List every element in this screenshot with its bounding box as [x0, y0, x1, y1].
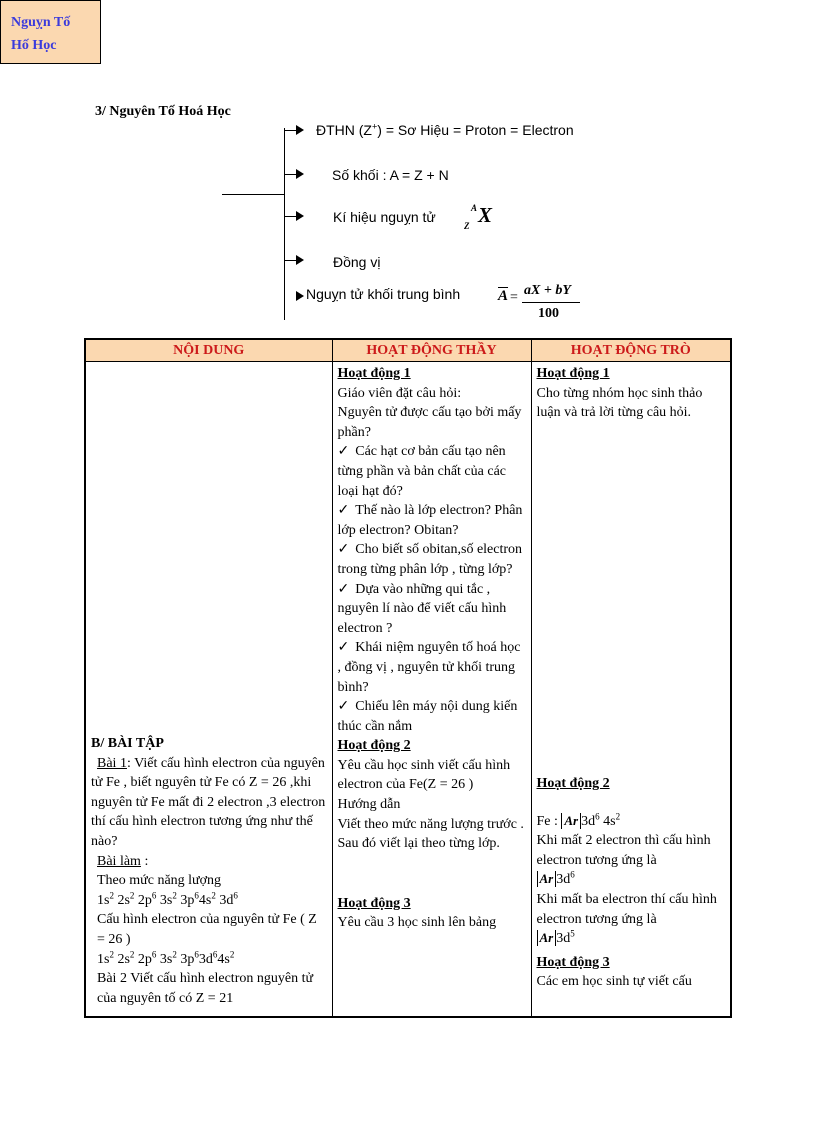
branch-line: [284, 130, 296, 131]
student-hoat-dong-3: Hoạt động 3: [536, 954, 610, 970]
arrow-icon: [296, 255, 304, 265]
connector-line: [222, 194, 284, 195]
arrow-icon: [296, 291, 304, 301]
fraction-bar: [522, 302, 580, 303]
hoat-dong-1-heading: Hoạt động 1: [337, 366, 411, 381]
question-3: ✓ Cho biết số obitan,số electron trong từng phân lớp , từng lớp?: [337, 542, 523, 577]
fe-orbital: $2p^6$: [134, 890, 157, 908]
symbol-atomic-number: Z: [464, 221, 470, 231]
bai1-label: Bài 1: [97, 755, 127, 771]
concept-box-line2: Hố Học: [11, 38, 57, 53]
bai2-text: Bài 2 Viết cấu hình electron nguyên tử của nguyên tố có Z = 21: [97, 971, 314, 1006]
avg-formula-eq: =: [510, 290, 518, 305]
header-hoat-dong-tro: HOẠT ĐỘNG TRÒ: [531, 339, 731, 362]
fe-orbital: $2s^2$: [113, 890, 135, 908]
student-hoat-dong-1: Hoạt động 1: [536, 366, 610, 381]
argon-core: Ar: [561, 813, 581, 829]
fe2-config-row: [537, 870, 727, 890]
check-icon: ✓: [337, 640, 350, 656]
section-title: 3/ Nguyên Tố Hoá Học: [95, 104, 231, 119]
branch-line: [284, 260, 296, 261]
question-6: ✓ Chiếu lên máy nội dung kiến thúc cần nắm: [337, 699, 518, 734]
bai-tap-heading: B/ BÀI TẬP: [91, 736, 164, 751]
avg-formula-numerator: aX + bY: [524, 283, 571, 298]
fe-orbital: $3d^6$: [215, 890, 238, 908]
arrow-icon: [296, 211, 304, 221]
fe3-orbital: $3d^5$: [556, 928, 575, 947]
question-1: ✓ Các hạt cơ bản cấu tạo nên từng phần và bản chất của các loại hạt đó?: [337, 444, 507, 499]
check-icon: ✓: [337, 503, 350, 519]
check-icon: ✓: [337, 444, 350, 460]
hoat-dong-2-heading: Hoạt động 2: [337, 738, 411, 754]
concept-box-line1: Nguỵn Tố: [11, 15, 71, 30]
argon-core: Ar: [537, 930, 557, 946]
fe-orbital: $4s^2$: [599, 810, 621, 829]
student-step-1: Cho từng nhóm học sinh thảo luận và trả lời từng câu hỏi.: [536, 385, 703, 421]
branch-ki-hieu: Kí hiệu nguỵn tử: [333, 209, 436, 225]
branch-dthn: ĐTHN (Z+) = Sơ Hiệu = Proton = Electron: [316, 121, 574, 138]
check-icon: ✓: [337, 542, 350, 558]
fe-config-row: Fe : Ar $3d^6$ $4s^2$: [536, 810, 621, 829]
column-hoat-dong-thay: [332, 362, 531, 1018]
teacher-step-5: Sau đó viết lại theo từng lớp.: [337, 836, 500, 852]
student-step-4: Các em học sinh tự viết cấu: [536, 974, 692, 990]
column-noi-dung: B/ BÀI TẬP Bài 1: Viết cấu hình electron của nguyên tử Fe , biết nguyên tử Fe có Z = 26 ,khi nguyên tử Fe mất đi 2 electron ,3 electron thí cấu hình electron tương ứng như thế nào? Bài làm : Theo mức năng lượng $1s^2$ $2s^2$ $2p^6$ $3s^2$ $3p^64s^2$ $3d^6$ Cấu hình electron của nguyên tử Fe ( Z = 26 ) $1s^2$ $2s^2$ $2p^6$ $3s^2$ $3p^63d^64s^2$ Bài 2 Viết cấu hình electron nguyên tử của nguyên tố có Z = 21: [85, 362, 332, 1018]
theo-muc-nang-luong: Theo mức năng lượng: [97, 873, 222, 889]
fe-orbital: $4s^2$: [217, 948, 235, 967]
arrow-icon: [296, 169, 304, 179]
avg-formula-lhs: $\overline{A}$: [498, 288, 509, 304]
fe-orbital: $3d^6$: [198, 948, 218, 967]
check-icon: ✓: [337, 581, 350, 597]
student-step-3: Khi mất ba electron thí cấu hình electron tương ứng là: [536, 891, 717, 927]
concept-box: [0, 0, 101, 64]
fe-orbital: $1s^2$: [97, 890, 114, 908]
student-hoat-dong-2: Hoạt động 2: [536, 776, 610, 791]
fe-orbital: $1s^2$: [97, 948, 114, 967]
lesson-table: [84, 338, 732, 1018]
fe3-config-row: [537, 929, 727, 949]
arrow-icon: [296, 125, 304, 135]
teacher-step-4: Viết theo mức năng lượng trước .: [337, 816, 524, 832]
teacher-guide: Hướng dẫn: [337, 797, 401, 813]
column-hoat-dong-tro: [531, 362, 731, 1018]
hoat-dong-3-heading: Hoạt động 3: [337, 895, 411, 911]
trunk-line: [284, 128, 285, 320]
branch-line: [284, 216, 296, 217]
fe-orbital: $2s^2$: [113, 948, 135, 967]
symbol-element: X: [478, 203, 493, 227]
fe2-orbital: $3d^6$: [556, 869, 575, 888]
avg-formula-denominator: 100: [538, 306, 559, 321]
check-icon: ✓: [337, 699, 350, 715]
fe-orbital: $3d^6$: [581, 810, 600, 829]
question-2: ✓ Thế nào là lớp electron? Phân lớp electron? Obitan?: [337, 503, 523, 538]
teacher-step-2: Yêu cầu học sinh viết cấu hình electron của Fe(Z = 26 ): [337, 757, 511, 793]
bai-lam-label: Bài làm: [97, 853, 141, 869]
argon-core: Ar: [537, 871, 557, 887]
teacher-intro: Giáo viên đặt câu hỏi:: [337, 385, 462, 401]
question-4: ✓ Dựa vào những qui tắc , nguyên lí nào để viết cấu hình electron ?: [337, 581, 507, 636]
fe-orbital: $3p^6$: [176, 890, 199, 908]
fe-orbital: $4s^2$: [198, 890, 216, 908]
cau-hinh-fe-line: Cấu hình electron của nguyên tử Fe ( Z = 26 ): [97, 912, 317, 947]
teacher-step-6: Yêu cầu 3 học sinh lên bảng: [337, 915, 497, 931]
branch-dong-vi: Đồng vị: [333, 254, 381, 270]
fe-orbital: $3s^2$: [156, 890, 177, 908]
header-noi-dung: NỘI DUNG: [85, 339, 332, 362]
student-step-2: Khi mất 2 electron thì cấu hình electron tương ứng là: [536, 833, 711, 868]
symbol-mass-number: A: [471, 203, 478, 213]
fe-orbital: $2p^6$: [134, 948, 157, 967]
branch-so-khoi: Số khối : A = Z + N: [332, 167, 449, 183]
question-0: Nguyên tử được cấu tạo bởi mấy phần?: [337, 405, 522, 440]
question-5: ✓ Khái niệm nguyên tố hoá học , đồng vị , nguyên tử khối trung bình?: [337, 640, 521, 695]
branch-ntk-trung-binh: Nguỵn tử khối trung bình: [306, 286, 461, 302]
branch-line: [284, 174, 296, 175]
fe-orbital: $3p^6$: [176, 948, 199, 967]
fe-config-energy-order: [91, 891, 328, 911]
bai1-text: : Viết cấu hình electron của nguyên tử Fe , biết nguyên tử Fe có Z = 26 ,khi nguyên tử Fe mất đi 2 electron ,3 electron thí cấu hình electron tương ứng như thế nào?: [91, 755, 326, 849]
header-hoat-dong-thay: HOẠT ĐỘNG THẦY: [332, 339, 531, 362]
fe-config-shell-order: [91, 950, 328, 970]
fe-orbital: $3s^2$: [156, 948, 177, 967]
